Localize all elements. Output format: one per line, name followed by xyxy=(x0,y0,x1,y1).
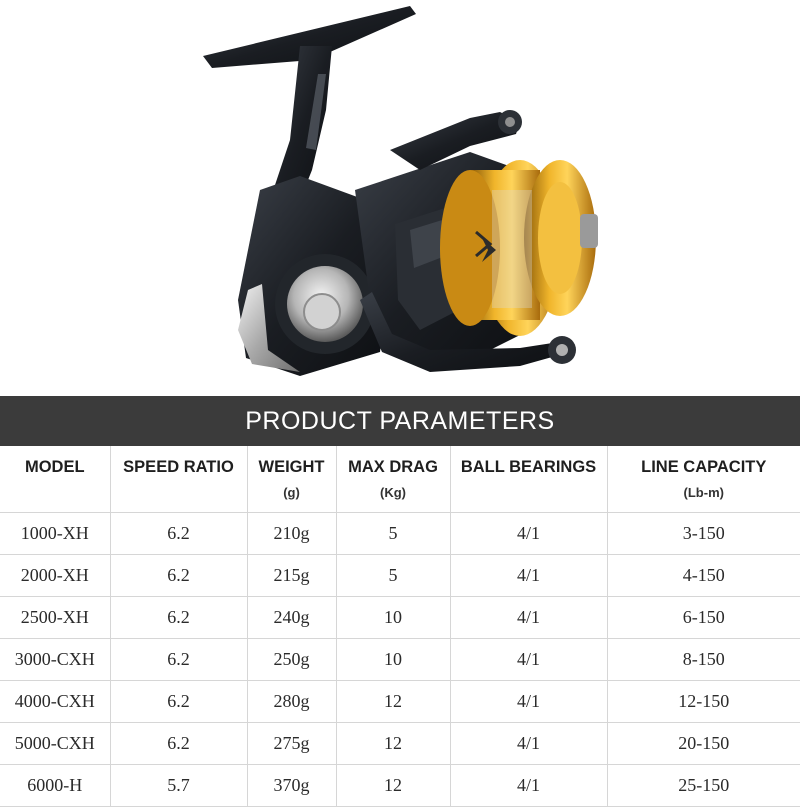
cell-weight: 210g xyxy=(247,512,336,554)
cell-model: 2500-XH xyxy=(0,596,110,638)
cell-model: 2000-XH xyxy=(0,554,110,596)
cell-ball-bearings: 4/1 xyxy=(450,596,607,638)
cell-max-drag: 12 xyxy=(336,722,450,764)
cell-model: 1000-XH xyxy=(0,512,110,554)
product-image xyxy=(0,0,800,396)
table-row xyxy=(0,596,800,638)
cell-max-drag: 12 xyxy=(336,680,450,722)
cell-line-capacity: 20-150 xyxy=(607,722,800,764)
cell-speed-ratio: 6.2 xyxy=(110,596,247,638)
cell-max-drag: 12 xyxy=(336,764,450,806)
cell-model: 5000-CXH xyxy=(0,722,110,764)
column-header-max-drag: MAX DRAG (Kg) xyxy=(336,446,450,512)
column-header-ball-bearings: BALL BEARINGS xyxy=(450,446,607,512)
cell-line-capacity: 12-150 xyxy=(607,680,800,722)
column-header-line-capacity: LINE CAPACITY (Lb-m) xyxy=(607,446,800,512)
product-parameters-banner xyxy=(0,396,800,446)
cell-max-drag: 5 xyxy=(336,512,450,554)
cell-weight: 280g xyxy=(247,680,336,722)
cell-speed-ratio: 5.7 xyxy=(110,764,247,806)
cell-speed-ratio: 6.2 xyxy=(110,722,247,764)
cell-ball-bearings: 4/1 xyxy=(450,554,607,596)
cell-model: 4000-CXH xyxy=(0,680,110,722)
cell-speed-ratio: 6.2 xyxy=(110,638,247,680)
cell-ball-bearings: 4/1 xyxy=(450,680,607,722)
cell-max-drag: 5 xyxy=(336,554,450,596)
banner-title: PRODUCT PARAMETERS xyxy=(245,407,555,436)
cell-speed-ratio: 6.2 xyxy=(110,512,247,554)
cell-model: 6000-H xyxy=(0,764,110,806)
parameters-table xyxy=(0,446,800,807)
cell-weight: 370g xyxy=(247,764,336,806)
cell-ball-bearings: 4/1 xyxy=(450,512,607,554)
column-header-weight: WEIGHT (g) xyxy=(247,446,336,512)
table-row xyxy=(0,680,800,722)
table-row xyxy=(0,512,800,554)
column-header-speed-ratio: SPEED RATIO xyxy=(110,446,247,512)
cell-line-capacity: 3-150 xyxy=(607,512,800,554)
cell-line-capacity: 8-150 xyxy=(607,638,800,680)
cell-ball-bearings: 4/1 xyxy=(450,638,607,680)
table-row xyxy=(0,554,800,596)
cell-line-capacity: 4-150 xyxy=(607,554,800,596)
cell-ball-bearings: 4/1 xyxy=(450,722,607,764)
column-header-model: MODEL xyxy=(0,446,110,512)
max-drag-unit: (Kg) xyxy=(337,485,450,500)
weight-unit: (g) xyxy=(248,485,336,500)
line-capacity-unit: (Lb-m) xyxy=(608,485,800,500)
table-row xyxy=(0,722,800,764)
cell-weight: 240g xyxy=(247,596,336,638)
cell-weight: 275g xyxy=(247,722,336,764)
cell-ball-bearings: 4/1 xyxy=(450,764,607,806)
cell-line-capacity: 25-150 xyxy=(607,764,800,806)
cell-weight: 215g xyxy=(247,554,336,596)
cell-weight: 250g xyxy=(247,638,336,680)
spinning-reel-image xyxy=(0,0,800,396)
cell-max-drag: 10 xyxy=(336,638,450,680)
table-row xyxy=(0,638,800,680)
cell-speed-ratio: 6.2 xyxy=(110,680,247,722)
cell-max-drag: 10 xyxy=(336,596,450,638)
cell-model: 3000-CXH xyxy=(0,638,110,680)
table-header-row xyxy=(0,446,800,512)
cell-speed-ratio: 6.2 xyxy=(110,554,247,596)
cell-line-capacity: 6-150 xyxy=(607,596,800,638)
